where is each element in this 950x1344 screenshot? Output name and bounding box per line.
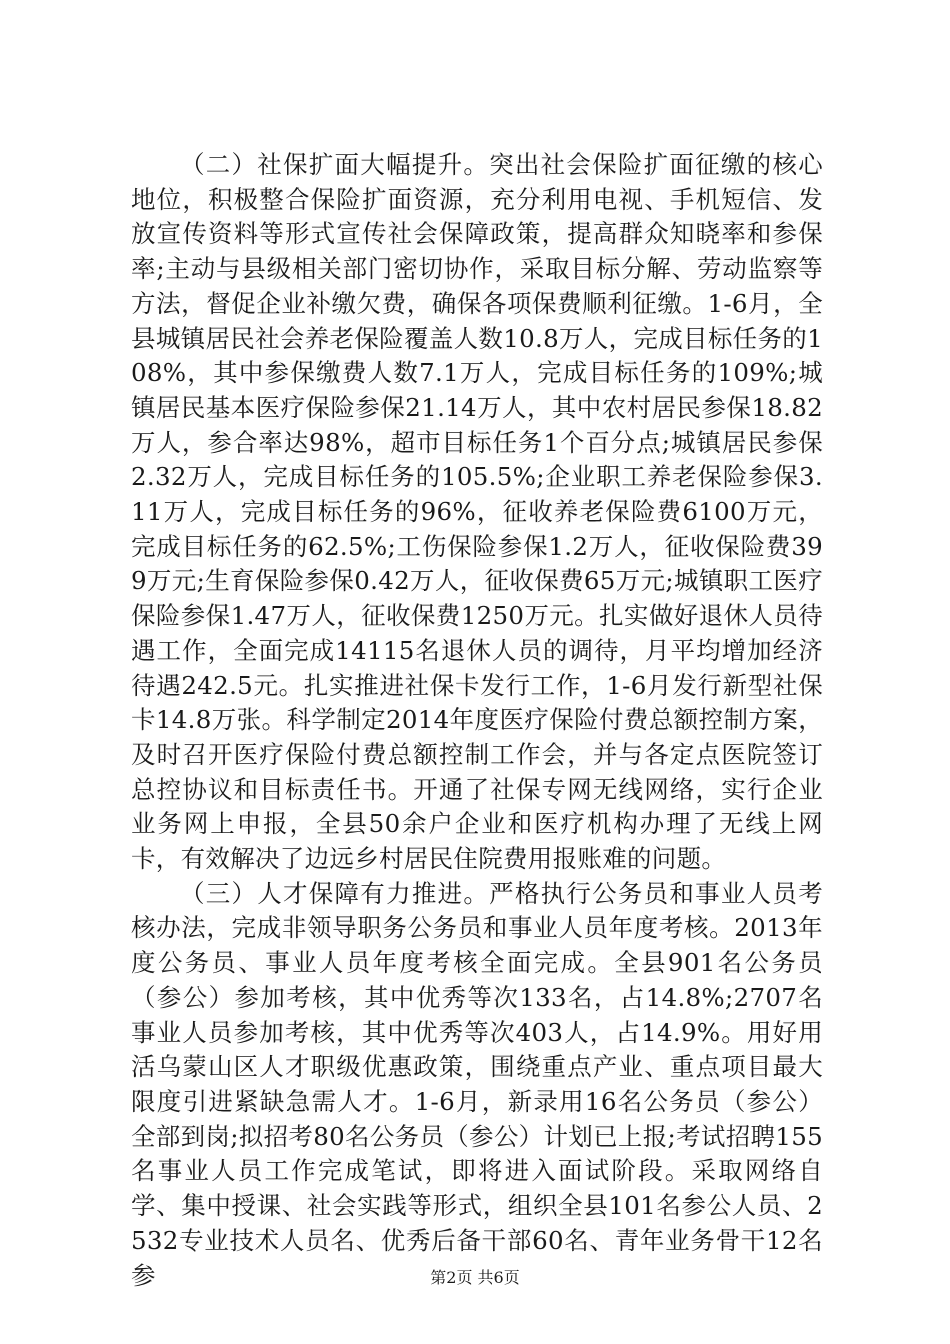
- page-footer: 第2页 共6页: [430, 1268, 520, 1287]
- paragraph-talent-guarantee: （三）人才保障有力推进。严格执行公务员和事业人员考核办法，完成非领导职务公务员和事业人员年度考核。2013年度公务员、事业人员年度考核全面完成。全县901名公务员（参公）参加考核，其中优秀等次133名，占14.8%;2707名事业人员参加考核，其中优秀等次403人，占14.9%。用好用活乌蒙山区人才职级优惠政策，围绕重点产业、重点项目最大限度引进紧缺急需人才。1-6月，新录用16名公务员（参公）全部到岗;拟招考80名公务员（参公）计划已上报;考试招聘155名事业人员工作完成笔试，即将进入面试阶段。采取网络自学、集中授课、社会实践等形式，组织全县101名参公人员、2532专业技术人员名、优秀后备干部60名、青年业务骨干12名参: [131, 878, 823, 1290]
- paragraph-social-insurance: （二）社保扩面大幅提升。突出社会保险扩面征缴的核心地位，积极整合保险扩面资源，充分利用电视、手机短信、发放宣传资料等形式宣传社会保障政策，提高群众知晓率和参保率;主动与县级相关部门密切协作，采取目标分解、劳动监察等方法，督促企业补缴欠费，确保各项保费顺利征缴。1-6月，全县城镇居民社会养老保险覆盖人数10.8万人，完成目标任务的108%，其中参保缴费人数7.1万人，完成目标任务的109%;城镇居民基本医疗保险参保21.14万人，其中农村居民参保18.82万人，参合率达98%，超市目标任务1个百分点;城镇居民参保2.32万人，完成目标任务的105.5%;企业职工养老保险参保3.11万人，完成目标任务的96%，征收养老保险费6100万元，完成目标任务的62.5%;工伤保险参保1.2万人，征收保险费399万元;生育保险参保0.42万人，征收保费65万元;城镇职工医疗保险参保1.47万人，征收保费1250万元。扎实做好退休人员待遇工作，全面完成14115名退休人员的调待，月平均增加经济待遇242.5元。扎实推进社保卡发行工作，1-6月发行新型社保卡14.8万张。科学制定2014年度医疗保险付费总额控制方案，及时召开医疗保险付费总额控制工作会，并与各定点医院签订总控协议和目标责任书。开通了社保专网无线网络，实行企业业务网上申报，全县50余户企业和医疗机构办理了无线上网卡，有效解决了边远乡村居民住院费用报账难的问题。: [131, 150, 823, 874]
- document-body: [131, 148, 823, 1293]
